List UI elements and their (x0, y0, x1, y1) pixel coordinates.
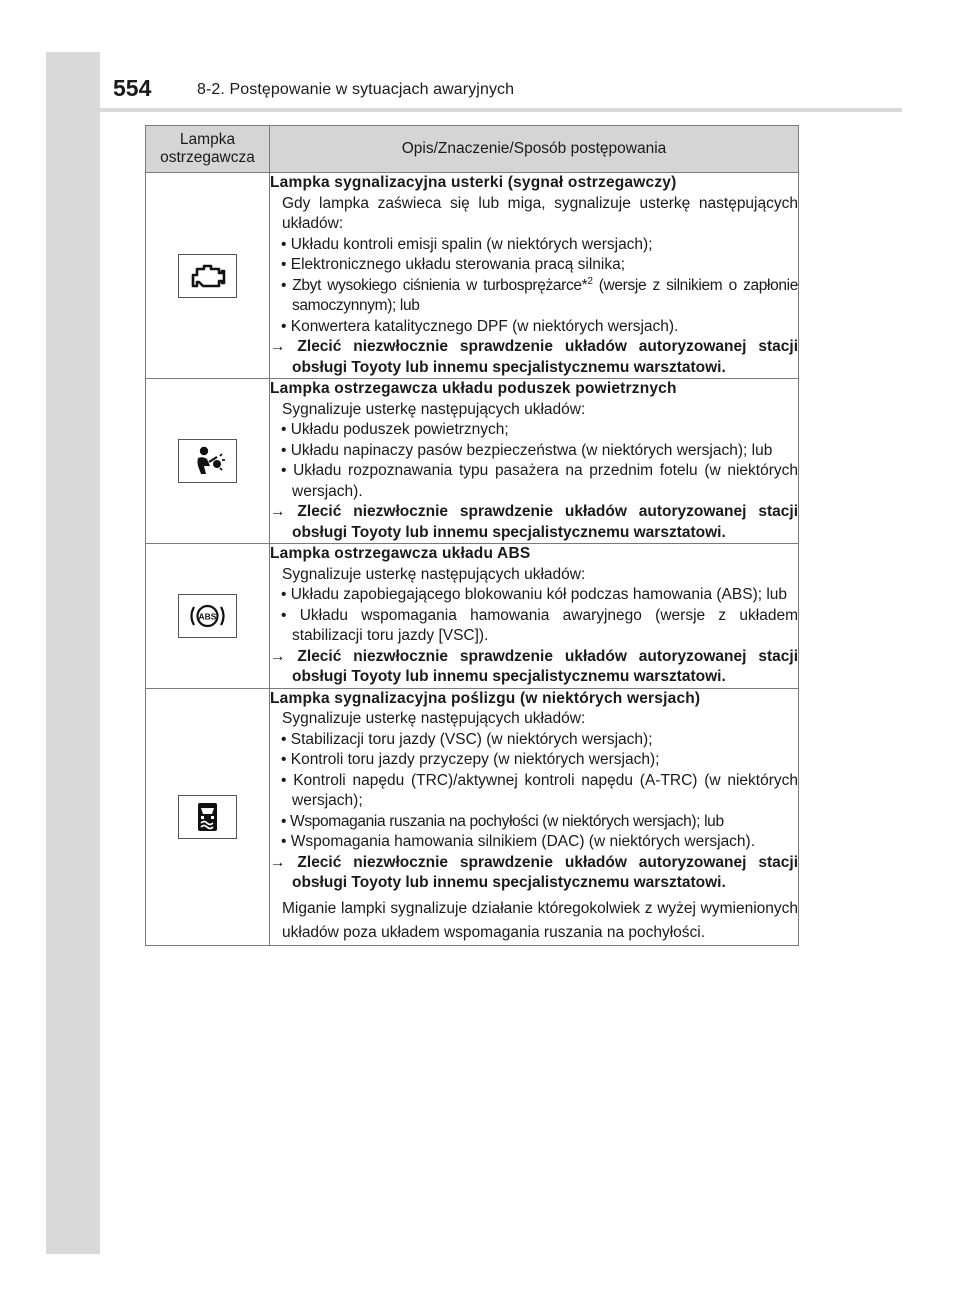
turbo-text-end: (wersje z silnikiem o zapłonie samoczynnym); lub (292, 276, 799, 314)
list-item: • Kontroli toru jazdy przyczepy (w niektórych wersjach); (281, 751, 660, 768)
header-rule (100, 108, 902, 112)
side-band (46, 52, 100, 1254)
list-item (270, 276, 798, 317)
list-item: • Kontroli napędu (TRC)/aktywnej kontroli napędu (A-TRC) (w niektórych wersjach); (281, 771, 798, 809)
list-item: • Układu napinaczy pasów bezpieczeństwa (w niektórych wersjach); lub (281, 441, 773, 459)
table-row (146, 544, 799, 689)
footnote-mark: 2 (587, 275, 593, 287)
action-text: → Zlecić niezwłocznie sprawdzenie układów autoryzowanej stacji obsługi Toyoty lub innemu specjalistycznemu warsztatowi. (270, 647, 798, 685)
abs-icon (178, 594, 237, 638)
row-note: Miganie lampki sygnalizuje działanie któregokolwiek z wyżej wymienionych układów poza układem wspomagania ruszania na pochyłości. (282, 899, 798, 941)
table-row (146, 688, 799, 945)
action-text: → Zlecić niezwłocznie sprawdzenie układów autoryzowanej stacji obsługi Toyoty lub innemu specjalistycznemu warsztatowi. (270, 503, 798, 541)
warning-lamps-table (145, 125, 799, 946)
table-header-row (146, 126, 799, 173)
lamp-cell (146, 688, 270, 945)
col-header-description: Opis/Znaczenie/Sposób postępowania (270, 126, 799, 173)
row-intro: Gdy lampka zaświeca się lub miga, sygnalizuje usterkę następujących układów: (282, 194, 798, 232)
airbag-icon (178, 439, 237, 483)
description-cell (270, 173, 799, 379)
list-item: • Układu poduszek powietrznych; (281, 421, 509, 438)
col-header-lamp: Lampka ostrzegawcza (146, 126, 270, 173)
lamp-cell (146, 173, 270, 379)
list-item: • Układu kontroli emisji spalin (w niektórych wersjach); (281, 235, 653, 253)
list-item: • Układu wspomagania hamowania awaryjnego (wersje z układem stabilizacji toru jazdy [VSC]). (281, 606, 798, 644)
description-cell (270, 544, 799, 689)
lamp-cell (146, 379, 270, 544)
list-item: • Konwertera katalitycznego DPF (w niektórych wersjach). (281, 317, 679, 335)
section-title: 8-2. Postępowanie w sytuacjach awaryjnych (197, 81, 515, 98)
list-item: • Wspomagania ruszania na pochyłości (w niektórych wersjach); lub (281, 812, 724, 830)
row-intro: Sygnalizuje usterkę następujących układów: (282, 400, 586, 418)
engine-check-icon (178, 254, 237, 298)
list-item: • Układu zapobiegającego blokowaniu kół podczas hamowania (ABS); lub (281, 586, 788, 603)
table-row (146, 379, 799, 544)
row-intro: Sygnalizuje usterkę następujących układów: (282, 565, 586, 583)
action-text: → Zlecić niezwłocznie sprawdzenie układów autoryzowanej stacji obsługi Toyoty lub innemu specjalistycznemu warsztatowi. (270, 338, 798, 376)
description-cell (270, 688, 799, 945)
list-item: • Układu rozpoznawania typu pasażera na przednim fotelu (w niektórych wersjach). (281, 462, 798, 500)
lamp-cell (146, 544, 270, 689)
abs-icon-text: ABS (198, 611, 217, 622)
page-number: 554 (113, 75, 152, 101)
description-cell (270, 379, 799, 544)
row-title: Lampka ostrzegawcza układu poduszek powietrznych (270, 380, 677, 397)
list-item: • Elektronicznego układu sterowania pracą silnika; (281, 256, 626, 273)
row-title: Lampka ostrzegawcza układu ABS (270, 545, 531, 562)
turbo-text: • Zbyt wysokiego ciśnienia w turbosprężarce* (281, 276, 588, 294)
list-item: • Wspomagania hamowania silnikiem (DAC) (w niektórych wersjach). (281, 833, 756, 850)
row-title: Lampka sygnalizacyjna poślizgu (w niektórych wersjach) (270, 689, 701, 707)
skid-indicator-icon (178, 795, 237, 839)
list-item: • Stabilizacji toru jazdy (VSC) (w niektórych wersjach); (281, 730, 653, 748)
row-title: Lampka sygnalizacyjna usterki (sygnał ostrzegawczy) (270, 174, 677, 191)
table-row (146, 173, 799, 379)
action-text: → Zlecić niezwłocznie sprawdzenie układów autoryzowanej stacji obsługi Toyoty lub innemu specjalistycznemu warsztatowi. (270, 853, 798, 891)
row-intro: Sygnalizuje usterkę następujących układów: (282, 710, 586, 727)
